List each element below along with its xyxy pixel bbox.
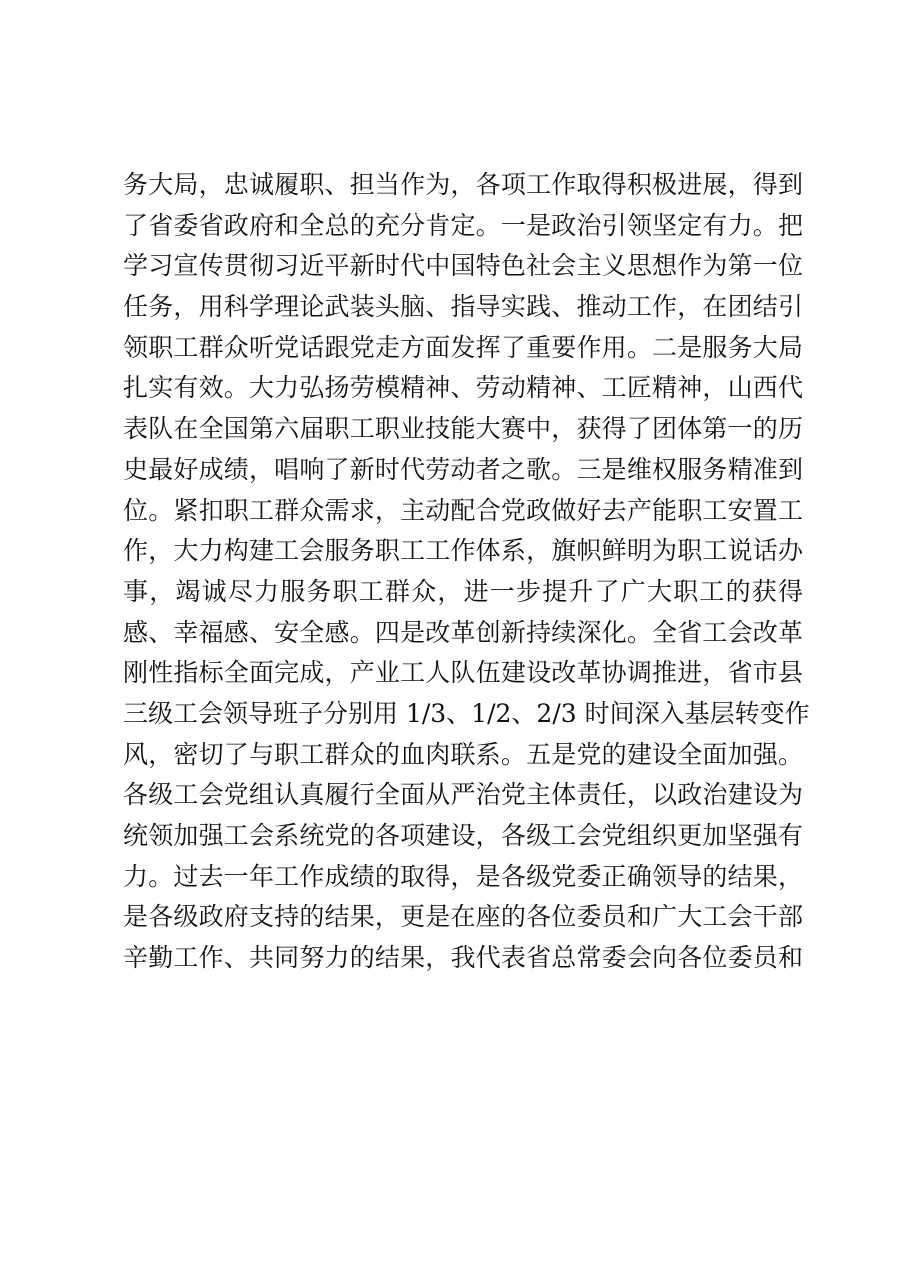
- text-line: 感、幸福感、安全感。四是改革创新持续深化。全省工会改革: [123, 617, 803, 647]
- text-line: 风，密切了与职工群众的血肉联系。五是党的建设全面加强。: [123, 739, 803, 769]
- text-line: 辛勤工作、共同努力的结果，我代表省总常委会向各位委员和: [123, 943, 803, 973]
- text-line: 史最好成绩，唱响了新时代劳动者之歌。三是维权服务精准到: [123, 454, 803, 484]
- text-line: 三级工会领导班子分别用 1/3、1/2、2/3 时间深入基层转变作: [123, 698, 810, 728]
- text-line: 扎实有效。大力弘扬劳模精神、劳动精神、工匠精神，山西代: [123, 373, 803, 403]
- text-line: 作，大力构建工会服务职工工作体系，旗帜鲜明为职工说话办: [123, 536, 803, 566]
- text-line: 领职工群众听党话跟党走方面发挥了重要作用。二是服务大局: [123, 332, 803, 362]
- text-line: 学习宣传贯彻习近平新时代中国特色社会主义思想作为第一位: [123, 251, 803, 281]
- text-line: 是各级政府支持的结果，更是在座的各位委员和广大工会干部: [123, 902, 803, 932]
- text-line: 位。紧扣职工群众需求，主动配合党政做好去产能职工安置工: [123, 495, 803, 525]
- body-paragraph: [123, 165, 810, 979]
- text-line: 各级工会党组认真履行全面从严治党主体责任，以政治建设为: [123, 780, 803, 810]
- text-line: 了省委省政府和全总的充分肯定。一是政治引领坚定有力。把: [123, 210, 803, 240]
- text-line: 力。过去一年工作成绩的取得，是各级党委正确领导的结果，: [123, 861, 803, 891]
- text-line: 刚性指标全面完成，产业工人队伍建设改革协调推进，省市县: [123, 658, 803, 688]
- text-line: 表队在全国第六届职工职业技能大赛中，获得了团体第一的历: [123, 414, 803, 444]
- text-line: 事，竭诚尽力服务职工群众，进一步提升了广大职工的获得: [123, 576, 803, 606]
- text-line: 任务，用科学理论武装头脑、指导实践、推动工作，在团结引: [123, 292, 803, 322]
- text-line: 务大局，忠诚履职、担当作为，各项工作取得积极进展，得到: [123, 170, 803, 199]
- text-line: 统领加强工会系统党的各项建设，各级工会党组织更加坚强有: [123, 821, 803, 850]
